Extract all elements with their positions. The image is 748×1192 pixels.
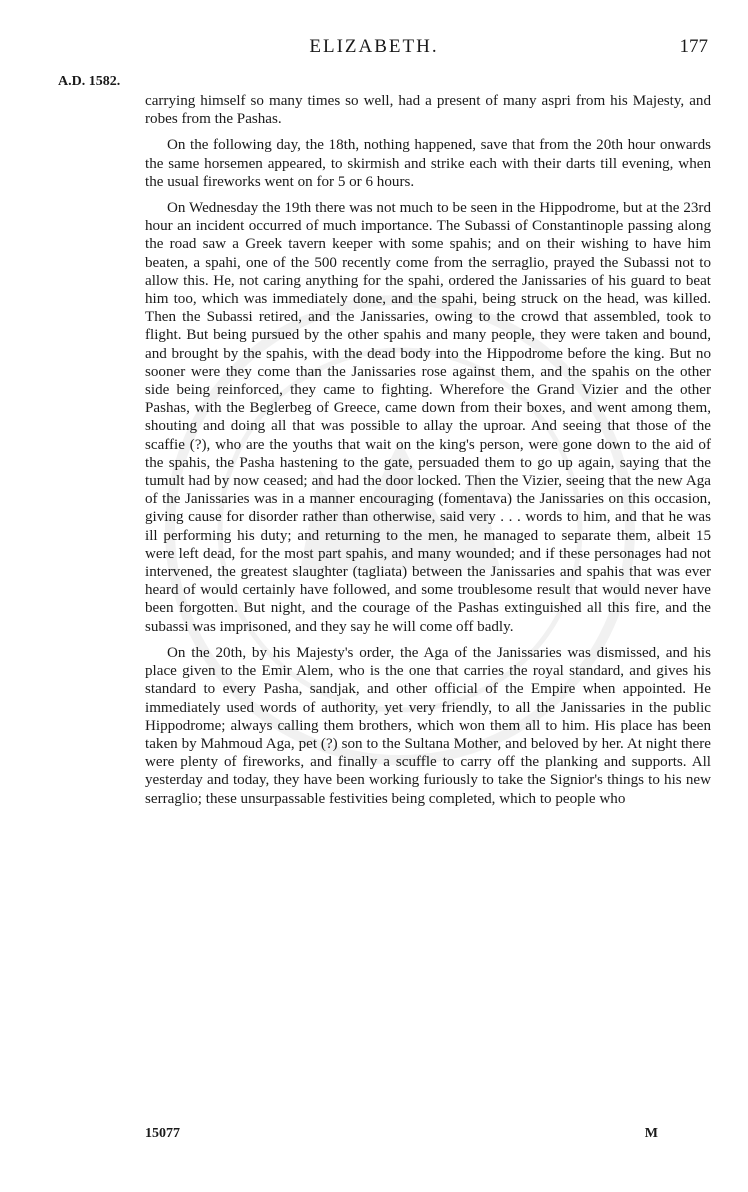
page-footer	[0, 1126, 748, 1146]
footer-signature: M	[644, 1126, 658, 1141]
footer-code: 15077	[145, 1126, 180, 1141]
paragraph: On the following day, the 18th, nothing happened, save that from the 20th hour onwards the same horsemen appeared, to skirmish and strike each with their darts till evening, when the usual fireworks went on for 5 or 6 hours.	[145, 137, 711, 190]
paragraph-continuation: carrying himself so many times so well, had a present of many aspri from his Majesty, and robes from the Pashas.	[145, 93, 711, 128]
body-text	[145, 92, 711, 816]
margin-date-note: A.D. 1582.	[58, 74, 121, 89]
page-number: 177	[679, 36, 708, 57]
running-title: ELIZABETH.	[309, 36, 439, 57]
paragraph: On Wednesday the 19th there was not much to be seen in the Hippodrome, but at the 23rd hour an incident occurred of much importance. The Subassi of Constantinople passing along the road saw a Greek tavern keeper with some spahis; and on their wishing to have him beaten, a spahi, one of the 500 recently come from the serraglio, prayed the Subassi not to allow this. He, not caring anything for the spahi, ordered the Janissaries of his guard to beat him too, which was immediately done, and the spahi, being struck on the head, was killed. Then the Subassi retired, and the Janissaries, owing to the crowd that assembled, took to flight. But being pursued by the other spahis and many people, they were taken and bound, and brought by the spahis, with the dead body into the Hippodrome before the king. But no sooner were they come than the Janissaries rose against them, and the spahis on the other side being reinforced, they came to fighting. Wherefore the Grand Vizier and the other Pashas, with the Beglerbeg of Greece, came down from their boxes, and went among them, shouting and doing all that was possible to allay the uproar. And seeing that those of the scaffie (?), who are the youths that wait on the king's person, were gone down to the aid of the spahis, the Pasha hastening to the gate, persuaded them to go up again, saying that the tumult had by now ceased; and had the door locked. Then the Vizier, seeing that the new Aga of the Janissaries was in a manner encouraging (fomentava) the Janissaries on this occasion, giving cause for disorder rather than otherwise, said very . . . words to him, and that he was ill performing his duty; and returning to the men, he managed to separate them, albeit 15 were left dead, for the most part spahis, and many wounded; and if these personages had not intervened, the greatest slaughter (tagliata) between the Janissaries and spahis that was ever heard of would certainly have followed, and some troublesome result that would never have been forgotten. But night, and the courage of the Pashas extinguished all this fire, and the subassi was imprisoned, and they say he will come off badly.	[145, 200, 711, 635]
running-header	[0, 36, 748, 62]
paragraph: On the 20th, by his Majesty's order, the Aga of the Janissaries was dismissed, and his place given to the Emir Alem, who is the one that carries the royal standard, and gives his standard to every Pasha, sandjak, and other official of the Empire when appointed. He immediately used words of authority, yet very friendly, to all the Janissaries in the public Hippodrome; always calling them brothers, which won them all to him. His place has been taken by Mahmoud Aga, pet (?) son to the Sultana Mother, and beloved by her. At night there were plenty of fireworks, and finally a scuffle to carry off the planking and supports. All yesterday and today, they have been working furiously to take the Signior's things to his new serraglio; these unsurpassable festivities being completed, which to people who	[145, 644, 711, 807]
